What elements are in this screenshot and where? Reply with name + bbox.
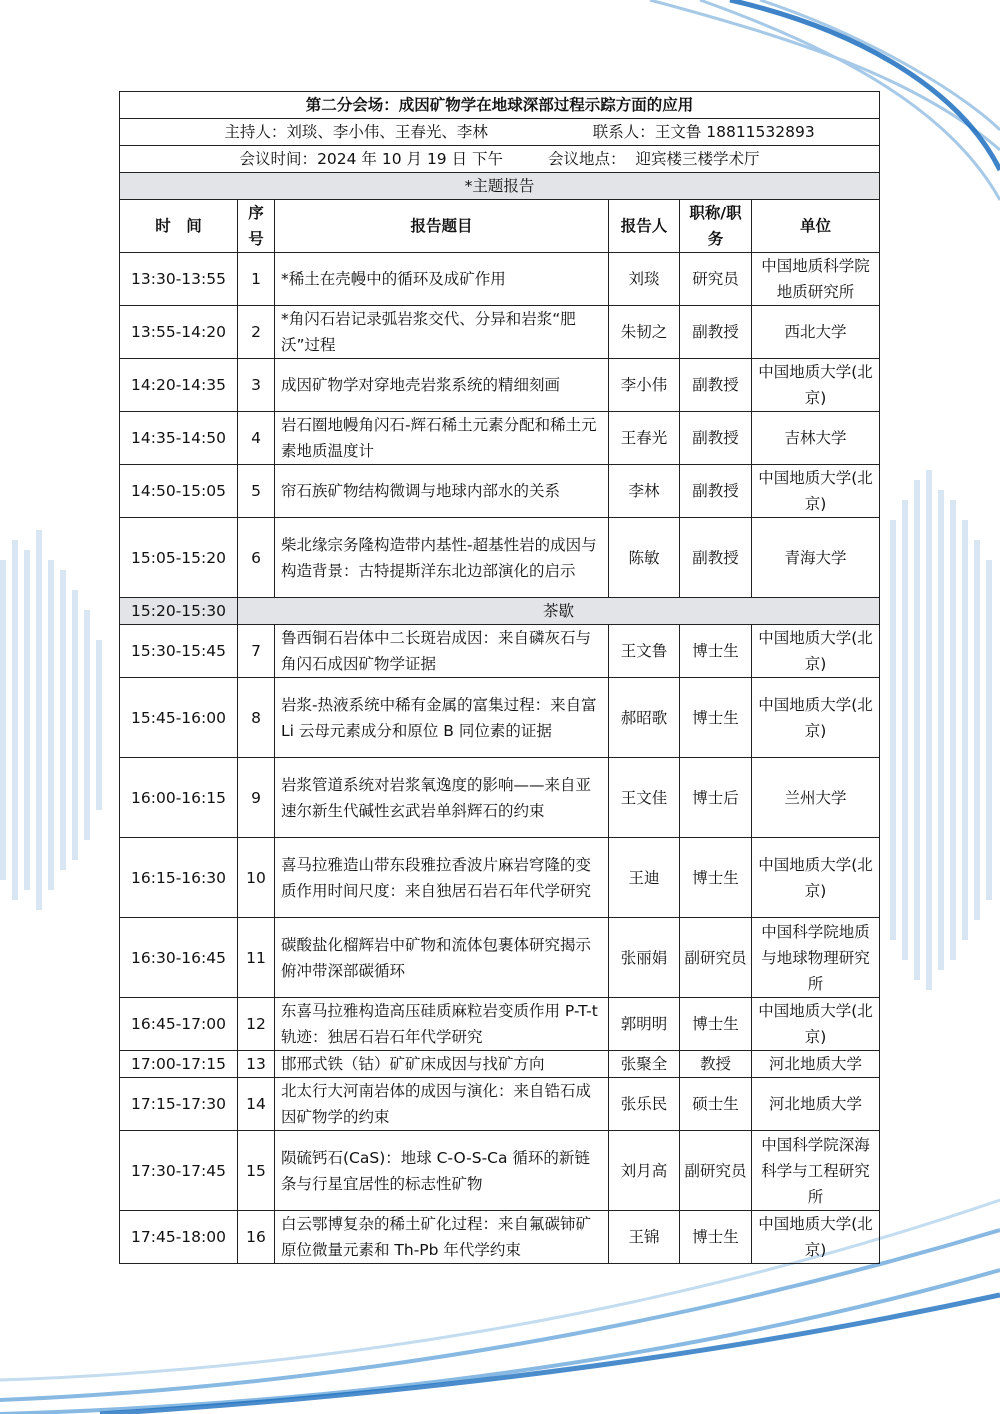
topic-cell: 成因矿物学对穿地壳岩浆系统的精细刻画 [275,359,609,412]
table-row [120,625,880,678]
topic-cell: 陨硫钙石(CaS)：地球 C-O-S-Ca 循环的新链条与行星宜居性的标志性矿物 [275,1131,609,1211]
unit-cell: 河北地质大学 [752,1051,880,1078]
position-cell: 副研究员 [680,918,752,998]
time-cell: 17:45-18:00 [120,1211,238,1264]
speaker-cell: 张乐民 [609,1078,680,1131]
number-cell: 3 [238,359,275,412]
table-row [120,518,880,598]
topic-cell: 岩石圈地幔角闪石-辉石稀土元素分配和稀土元素地质温度计 [275,412,609,465]
session-title: 第二分会场：成因矿物学在地球深部过程示踪方面的应用 [120,92,880,119]
position-cell: 副研究员 [680,1131,752,1211]
topic-cell: 东喜马拉雅构造高压硅质麻粒岩变质作用 P-T-t 轨迹：独居石岩石年代学研究 [275,998,609,1051]
position-cell: 博士生 [680,1211,752,1264]
table-row [120,1051,880,1078]
time-cell: 15:45-16:00 [120,678,238,758]
topic-cell: *稀土在壳幔中的循环及成矿作用 [275,253,609,306]
speaker-cell: 王文鲁 [609,625,680,678]
time-venue-cell [120,146,880,173]
table-row [120,359,880,412]
venue: 迎宾楼三楼学术厅 [635,150,760,168]
table-row [120,678,880,758]
position-cell: 博士生 [680,838,752,918]
number-cell: 12 [238,998,275,1051]
number-cell: 4 [238,412,275,465]
number-cell: 9 [238,758,275,838]
time-cell: 17:15-17:30 [120,1078,238,1131]
time-cell: 14:20-14:35 [120,359,238,412]
table-row [120,465,880,518]
number-cell: 2 [238,306,275,359]
position-cell: 博士生 [680,998,752,1051]
break-label: 茶歇 [238,598,880,625]
position-cell: 副教授 [680,359,752,412]
table-row [120,1078,880,1131]
unit-cell: 中国地质大学(北京) [752,1211,880,1264]
number-cell: 5 [238,465,275,518]
session-title-row [120,92,880,119]
unit-cell: 吉林大学 [752,412,880,465]
topic-cell: 岩浆管道系统对岩浆氧逸度的影响——来自亚速尔新生代碱性玄武岩单斜辉石的约束 [275,758,609,838]
number-cell: 6 [238,518,275,598]
number-cell: 13 [238,1051,275,1078]
topic-cell: 白云鄂博复杂的稀土矿化过程：来自氟碳铈矿原位微量元素和 Th-Pb 年代学约束 [275,1211,609,1264]
position-cell: 博士生 [680,678,752,758]
speaker-cell: 郝昭歌 [609,678,680,758]
table-row [120,838,880,918]
section-heading: *主题报告 [120,173,880,200]
unit-cell: 中国地质大学(北京) [752,625,880,678]
schedule-sheet [119,91,879,1264]
topic-cell: *角闪石岩记录弧岩浆交代、分异和岩浆“肥沃”过程 [275,306,609,359]
time-cell: 17:30-17:45 [120,1131,238,1211]
section-row [120,173,880,200]
unit-cell: 青海大学 [752,518,880,598]
number-cell: 15 [238,1131,275,1211]
number-cell: 14 [238,1078,275,1131]
break-row [120,598,880,625]
table-row [120,758,880,838]
col-header-unit: 单位 [752,200,880,253]
position-cell: 副教授 [680,412,752,465]
table-row [120,253,880,306]
position-cell: 研究员 [680,253,752,306]
speaker-cell: 王锦 [609,1211,680,1264]
number-cell: 1 [238,253,275,306]
speaker-cell: 刘月高 [609,1131,680,1211]
time-cell: 16:00-16:15 [120,758,238,838]
topic-cell: 喜马拉雅造山带东段雅拉香波片麻岩穹隆的变质作用时间尺度：来自独居石岩石年代学研究 [275,838,609,918]
position-cell: 教授 [680,1051,752,1078]
time-cell: 13:55-14:20 [120,306,238,359]
schedule-body-1 [120,253,880,598]
topic-cell: 北太行大河南岩体的成因与演化：来自锆石成因矿物学的约束 [275,1078,609,1131]
schedule-table [119,91,880,1264]
contact-label: 联系人： [592,123,655,141]
topic-cell: 柴北缘宗务隆构造带内基性-超基性岩的成因与构造背景：古特提斯洋东北边部演化的启示 [275,518,609,598]
speaker-cell: 李小伟 [609,359,680,412]
time-venue-row [120,146,880,173]
number-cell: 7 [238,625,275,678]
unit-cell: 中国地质大学(北京) [752,678,880,758]
contact: 王文鲁 18811532893 [654,123,815,141]
speaker-cell: 王迪 [609,838,680,918]
time-cell: 15:30-15:45 [120,625,238,678]
time-cell: 17:00-17:15 [120,1051,238,1078]
table-row [120,998,880,1051]
topic-cell: 邯邢式铁（钴）矿矿床成因与找矿方向 [275,1051,609,1078]
table-row [120,1131,880,1211]
position-cell: 副教授 [680,465,752,518]
host-contact-cell [120,119,880,146]
break-time: 15:20-15:30 [120,598,238,625]
speaker-cell: 王文佳 [609,758,680,838]
time-cell: 14:35-14:50 [120,412,238,465]
speaker-cell: 张聚全 [609,1051,680,1078]
speaker-cell: 陈敏 [609,518,680,598]
topic-cell: 岩浆-热液系统中稀有金属的富集过程：来自富 Li 云母元素成分和原位 B 同位素的证据 [275,678,609,758]
time-cell: 16:15-16:30 [120,838,238,918]
session-time: 2024 年 10 月 19 日 下午 [317,150,504,168]
number-cell: 10 [238,838,275,918]
unit-cell: 中国地质大学(北京) [752,465,880,518]
schedule-body-2 [120,625,880,1264]
topic-cell: 鲁西铜石岩体中二长斑岩成因：来自磷灰石与角闪石成因矿物学证据 [275,625,609,678]
position-cell: 硕士生 [680,1078,752,1131]
position-cell: 博士生 [680,625,752,678]
speaker-cell: 朱韧之 [609,306,680,359]
col-header-no: 序号 [238,200,275,253]
speaker-cell: 郭明明 [609,998,680,1051]
table-row [120,306,880,359]
time-cell: 15:05-15:20 [120,518,238,598]
unit-cell: 中国科学院深海科学与工程研究所 [752,1131,880,1211]
time-cell: 16:45-17:00 [120,998,238,1051]
col-header-topic: 报告题目 [275,200,609,253]
speaker-cell: 刘琰 [609,253,680,306]
speaker-cell: 张丽娟 [609,918,680,998]
unit-cell: 中国地质科学院地质研究所 [752,253,880,306]
unit-cell: 中国地质大学(北京) [752,838,880,918]
unit-cell: 河北地质大学 [752,1078,880,1131]
topic-cell: 碳酸盐化榴辉岩中矿物和流体包裹体研究揭示俯冲带深部碳循环 [275,918,609,998]
position-cell: 副教授 [680,518,752,598]
time-cell: 13:30-13:55 [120,253,238,306]
number-cell: 8 [238,678,275,758]
unit-cell: 中国地质大学(北京) [752,359,880,412]
position-cell: 博士后 [680,758,752,838]
table-row [120,1211,880,1264]
unit-cell: 西北大学 [752,306,880,359]
time-cell: 16:30-16:45 [120,918,238,998]
venue-label: 会议地点： [547,150,626,168]
speaker-cell: 王春光 [609,412,680,465]
hosts-label: 主持人： [224,123,287,141]
table-row [120,918,880,998]
time-label: 会议时间： [239,150,318,168]
position-cell: 副教授 [680,306,752,359]
hosts: 刘琰、李小伟、王春光、李林 [286,123,488,141]
number-cell: 11 [238,918,275,998]
unit-cell: 中国地质大学(北京) [752,998,880,1051]
col-header-time: 时 间 [120,200,238,253]
time-cell: 14:50-15:05 [120,465,238,518]
unit-cell: 兰州大学 [752,758,880,838]
header-row [120,200,880,253]
unit-cell: 中国科学院地质与地球物理研究所 [752,918,880,998]
col-header-speaker: 报告人 [609,200,680,253]
table-row [120,412,880,465]
topic-cell: 帘石族矿物结构微调与地球内部水的关系 [275,465,609,518]
col-header-position: 职称/职务 [680,200,752,253]
number-cell: 16 [238,1211,275,1264]
speaker-cell: 李林 [609,465,680,518]
host-contact-row [120,119,880,146]
